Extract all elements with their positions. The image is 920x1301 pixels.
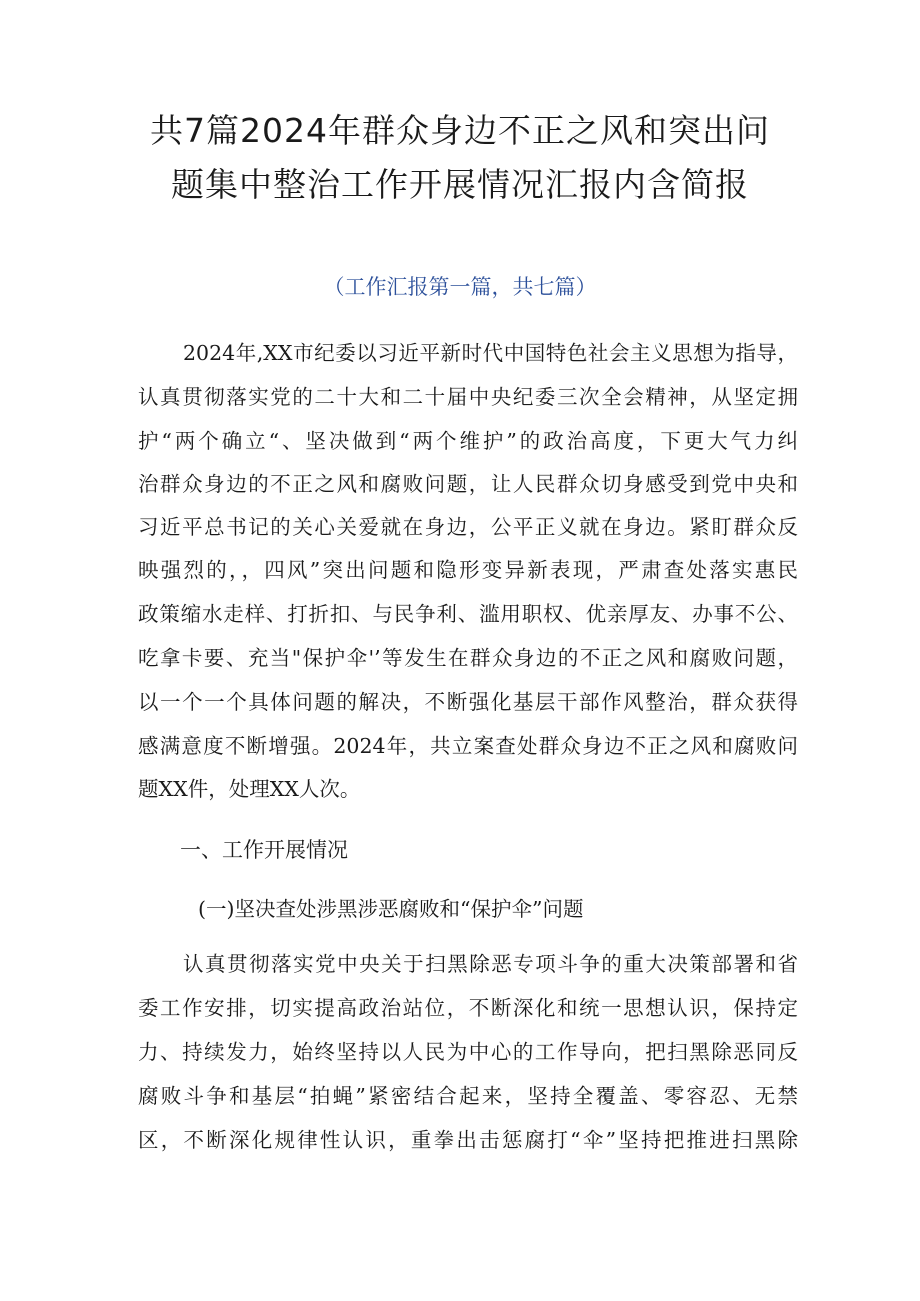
paragraph-line: 以一个一个具体问题的解决，不断强化基层干部作风整治，群众获得 <box>138 690 798 714</box>
paragraph-line: 护“两个确立“、坚决做到“两个维护”的政治高度，下更大气力纠 <box>138 429 798 453</box>
paragraph-line: 题XX件，处理XX人次。 <box>138 777 361 801</box>
paragraph-line: 感满意度不断增强。2024年，共立案查处群众身边不正之风和腐败问 <box>138 734 798 758</box>
paragraph-line: 映强烈的，，四风”突出问题和隐形变异新表现，严肃查处落实惠民 <box>138 558 798 582</box>
paragraph-line: 认真贯彻落实党中央关于扫黑除恶专项斗争的重大决策部署和省 <box>183 952 798 976</box>
paragraph-line: 委工作安排，切实提高政治站位，不断深化和统一思想认识，保持定 <box>138 996 798 1020</box>
paragraph-line: 腐败斗争和基层“拍蝇”紧密结合起来，坚持全覆盖、零容忍、无禁 <box>138 1084 798 1108</box>
paragraph-line: 2024年,XX市纪委以习近平新时代中国特色社会主义思想为指导， <box>183 341 798 365</box>
section-heading: 一、工作开展情况 <box>180 838 348 862</box>
paragraph-line: 力、持续发力，始终坚持以人民为中心的工作导向，把扫黑除恶同反 <box>138 1040 798 1064</box>
paragraph-line: 认真贯彻落实党的二十大和二十届中央纪委三次全会精神，从坚定拥 <box>138 385 798 409</box>
paragraph-line: 治群众身边的不正之风和腐败问题，让人民群众切身感受到党中央和 <box>138 472 798 496</box>
document-title-line-2: 题集中整治工作开展情况汇报内含简报 <box>171 165 749 204</box>
document-subtitle: （工作汇报第一篇，共七篇） <box>323 275 597 299</box>
paragraph-line: 政策缩水走样、打折扣、与民争利、滥用职权、优亲厚友、办事不公、 <box>138 602 798 626</box>
subsection-heading: (一)坚决查处涉黑涉恶腐败和“保护伞”问题 <box>198 897 584 921</box>
document-title-line-1: 共7篇2024年群众身边不正之风和突出问 <box>150 111 770 150</box>
paragraph-line: 吃拿卡要、充当"保护伞'’等发生在群众身边的不正之风和腐败问题， <box>138 646 798 670</box>
paragraph-line: 习近平总书记的关心关爱就在身边，公平正义就在身边。紧盯群众反 <box>138 515 798 539</box>
paragraph-line: 区，不断深化规律性认识，重拳出击惩腐打“伞”坚持把推进扫黑除 <box>138 1128 798 1152</box>
